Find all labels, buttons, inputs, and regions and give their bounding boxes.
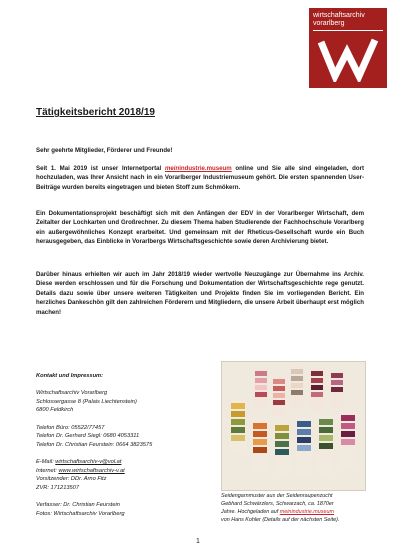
contact-photos: Fotos: Wirtschaftsarchiv Vorarlberg — [36, 510, 125, 517]
meinindustrie-link-rest: industrie.museum — [179, 165, 232, 172]
contact-city: 6800 Feldkirch — [36, 407, 74, 414]
paragraph-documentation: Ein Dokumentationsprojekt beschäftigt sich mit den Anfängen der EDV in der Vorarlberger Wirtschaft, dem Zeitalter der Lochkarten und Großrechner. Zu diesem Thema haben Studierende der Fachhochschule Vorarlberg ein außergewöhnliches Konzept erarbeitet. Und gemeinsam mit der Rheticus-Gesellschaft wurde ein Buch herausgegeben, das Einblicke in Vorarlbergs Wirtschaftsgeschichte sowie deren Archivierung bietet. — [36, 210, 364, 246]
caption-link-mein: mein — [279, 508, 292, 515]
meinindustrie-link[interactable] — [165, 165, 232, 172]
contact-phone-office: Telefon Büro: 05522/77457 — [36, 424, 105, 431]
caption-line-2: Gebhard Schwärzlers, Schwarzach, ca. 1870er — [221, 500, 334, 507]
paragraph-acquisitions: Darüber hinaus erhielten wir auch im Jahr 2018/19 wieder wertvolle Neuzugänge zur Übernahme ins Archiv. Diese werden erschlossen und für die Forschung und Dokumentation der Wirtschaftsgeschichte rege genutzt. Details dazu sowie über unsere weiteren Tätigkeiten und Projekte finden Sie im vorliegenden Bericht. Ein herzliches Dankeschön gilt den zahlreichen Förderern und Mitgliedern, die unsere Arbeit überhaupt erst möglich machen! — [36, 271, 364, 316]
email-link[interactable]: wirtschaftsarchiv-v@vol.at — [55, 458, 122, 465]
contact-phone-feurstein: Telefon Dr. Christian Feurstein: 0664 3823575 — [36, 441, 153, 448]
silk-yarn-samples-illustration — [222, 362, 365, 490]
email-label: E-Mail: — [36, 458, 56, 465]
logo-w-mark-icon — [317, 36, 379, 82]
logo-text: wirtschaftsarchiv vorarlberg — [313, 12, 365, 27]
page-number: 1 — [196, 538, 200, 545]
photo-caption — [221, 493, 381, 525]
paragraph-portal-start: Seit 1. Mai 2019 ist unser Internetportal — [36, 165, 165, 172]
contact-heading: Kontakt und Impressum: — [36, 373, 103, 379]
caption-meinindustrie-link[interactable] — [280, 509, 334, 515]
silk-yarn-samples-photo — [221, 361, 366, 491]
paragraph-portal — [36, 164, 364, 192]
contact-imprint — [36, 372, 211, 518]
contact-author: Verfasser: Dr. Christian Feurstein — [36, 501, 120, 508]
contact-email-row — [36, 458, 211, 467]
greeting: Sehr geehrte Mitglieder, Förderer und Freunde! — [36, 147, 173, 154]
caption-line-3-start: Jahre. Hochgeladen auf — [221, 508, 280, 515]
caption-line-1: Seidengarnmuster aus der Seidenraupenzucht — [221, 493, 333, 499]
contact-phone-siegl: Telefon Dr. Gerhard Siegl: 0680 4053311 — [36, 433, 140, 440]
wirtschaftsarchiv-logo — [309, 8, 387, 88]
contact-web-row — [36, 467, 211, 476]
paragraph-portal-end: online und Sie alle sind eingeladen, dort hochzuladen, was Ihrer Ansicht nach in ein Vorarlberger Industriemuseum gehört. Die ersten spannenden User-Beiträge wurden bereits eingetragen und bieten Stoff zum Schmökern. — [36, 165, 364, 191]
logo-divider — [313, 30, 383, 31]
web-label: Internet: — [36, 467, 59, 474]
contact-street: Schlossergasse 8 (Palais Liechtenstein) — [36, 398, 137, 405]
page-title: Tätigkeitsbericht 2018/19 — [36, 107, 155, 118]
contact-chair: Vorsitzender: DDr. Arno Fitz — [36, 476, 107, 483]
website-link[interactable]: www.wirtschaftsarchiv-v.at — [58, 467, 125, 474]
caption-line-4: von Hans Kohler (Details auf der nächsten Seite). — [221, 516, 340, 523]
caption-line-3 — [221, 509, 381, 517]
contact-org: Wirtschaftsarchiv Vorarlberg — [36, 390, 108, 397]
meinindustrie-link-mein: mein — [164, 165, 180, 172]
caption-link-rest: industrie.museum — [291, 508, 334, 515]
contact-zvr: ZVR: 171213507 — [36, 484, 80, 491]
